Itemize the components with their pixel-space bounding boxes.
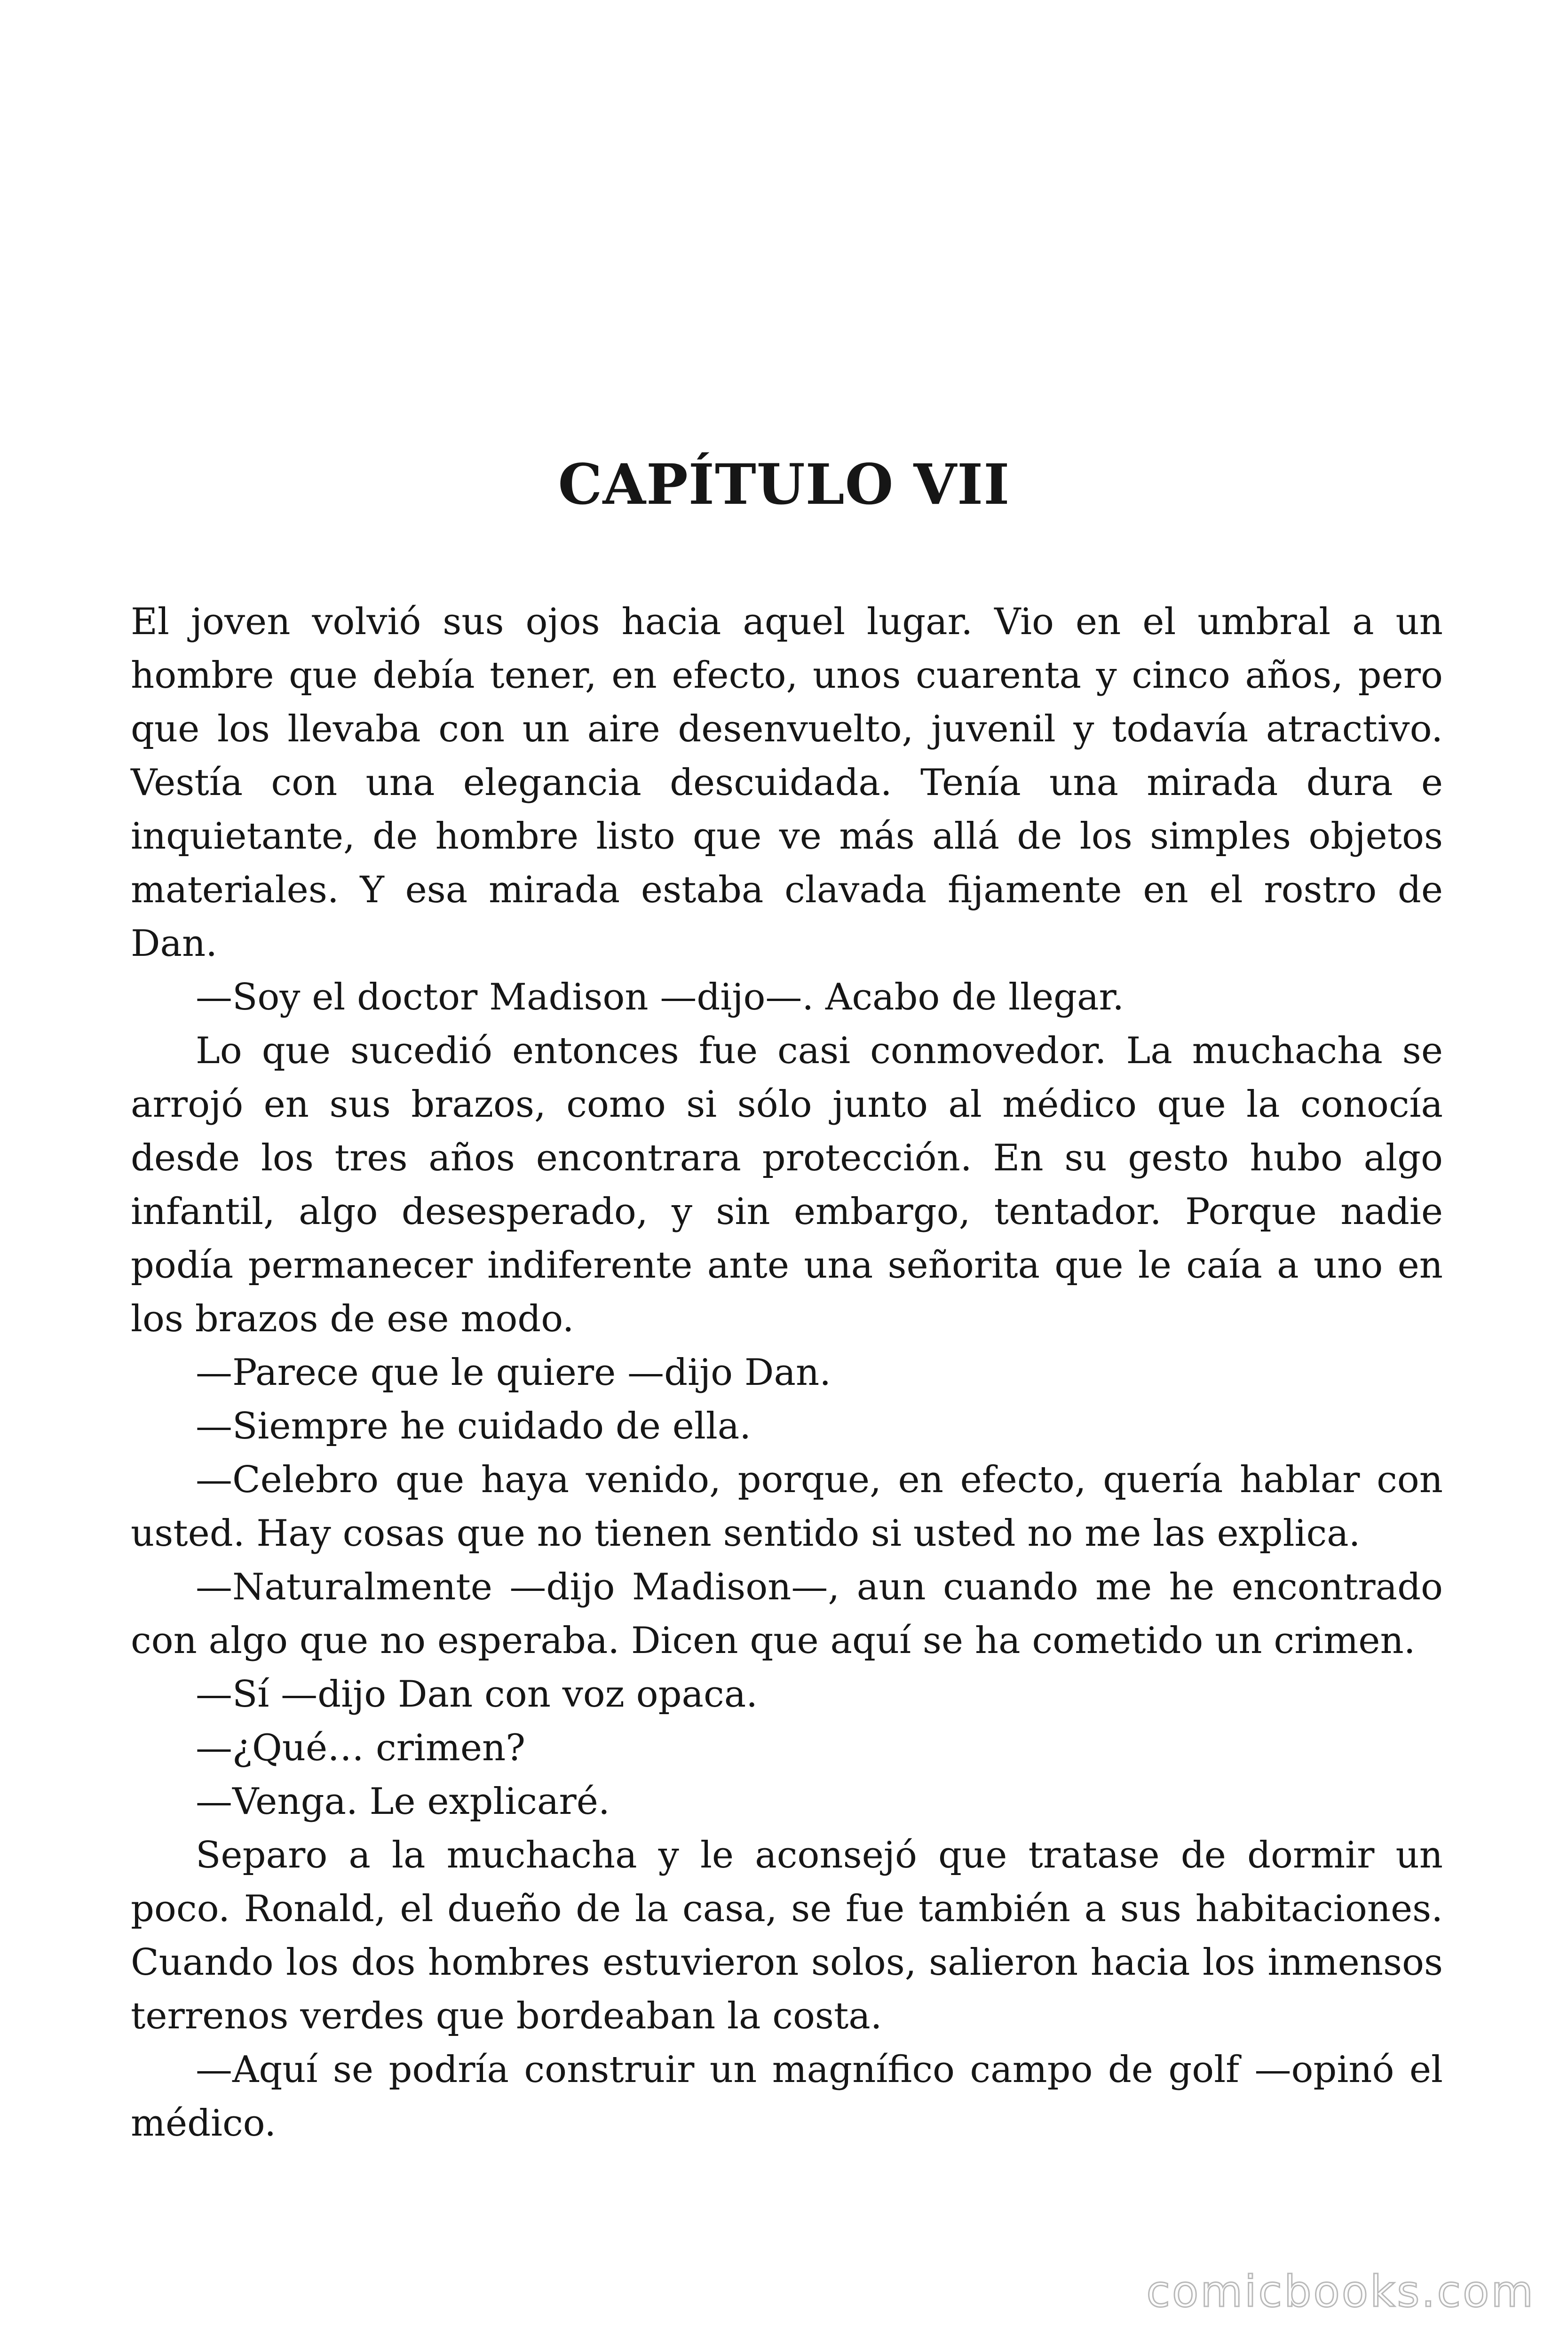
paragraph: —¿Qué… crimen? [196,1727,526,1769]
paragraph: —Soy el doctor Madison —dijo—. Acabo de llegar. [196,976,1125,1018]
chapter-title: CAPÍTULO VII [558,452,1010,517]
paragraph: —Celebro que haya venido, porque, en efecto, quería hablar con usted. Hay cosas que no tienen sentido si usted no me las explica. [131,1459,1443,1555]
paragraph: —Aquí se podría construir un magnífico campo de golf —opinó el médico. [131,2049,1443,2145]
paragraph: Lo que sucedió entonces fue casi conmovedor. La muchacha se arrojó en sus brazos, como si sólo junto al médico que la conocía desde los tres años encontrara protección. En su gesto hubo algo infantil, algo desesperado, y sin embargo, tentador. Porque nadie podía permanecer indiferente ante una señorita que le caía a uno en los brazos de ese modo. [131,1030,1443,1340]
watermark: comicbooks.com [1146,2266,1535,2317]
paragraph: —Siempre he cuidado de ella. [196,1405,752,1447]
paragraph: —Naturalmente —dijo Madison—, aun cuando me he encontrado con algo que no esperaba. Dicen que aquí se ha cometido un crimen. [131,1566,1443,1662]
paragraph: El joven volvió sus ojos hacia aquel lugar. Vio en el umbral a un hombre que debía tener, en efecto, unos cuarenta y cinco años, pero que los llevaba con un aire desenvuelto, juvenil y todavía atractivo. Vestía con una elegancia descuidada. Tenía una mirada dura e inquietante, de hombre listo que ve más allá de los simples objetos materiales. Y esa mirada estaba clavada fijamente en el rostro de Dan. [131,601,1443,965]
paragraph: Separo a la muchacha y le aconsejó que tratase de dormir un poco. Ronald, el dueño de la casa, se fue también a sus habitaciones. Cuando los dos hombres estuvieron solos, salieron hacia los inmensos terrenos verdes que bordeaban la costa. [131,1834,1443,2037]
paragraph: —Parece que le quiere —dijo Dan. [196,1351,831,1394]
paragraph: —Venga. Le explicaré. [196,1780,610,1823]
chapter-body [131,595,1443,2150]
paragraph: —Sí —dijo Dan con voz opaca. [196,1673,758,1716]
